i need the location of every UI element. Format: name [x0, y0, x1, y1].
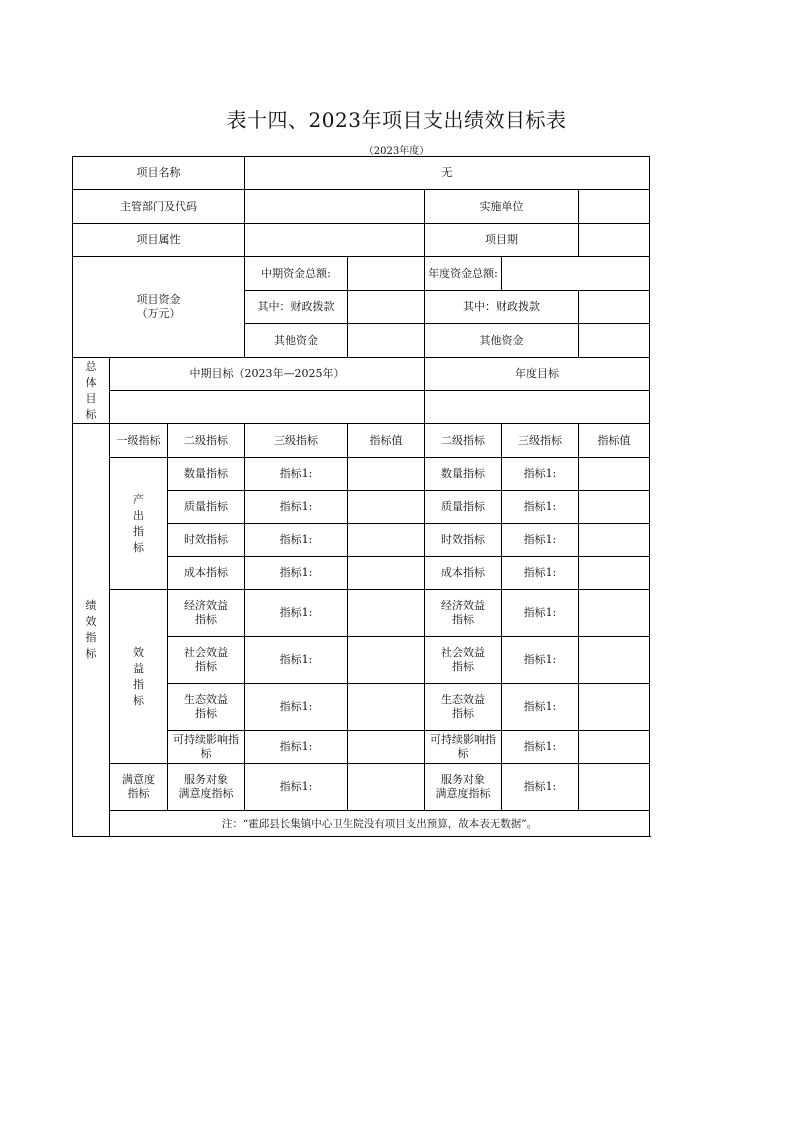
level2-mid: 社会效益 指标	[168, 637, 245, 684]
period-value	[579, 224, 650, 257]
project-name-label: 项目名称	[73, 157, 245, 190]
header-level2-annual: 二级指标	[425, 424, 502, 458]
level2-mid: 质量指标	[168, 491, 245, 524]
value-annual	[579, 524, 650, 557]
table-row	[73, 458, 650, 491]
level3-mid: 指标1:	[245, 524, 348, 557]
level3-mid: 指标1:	[245, 684, 348, 731]
level2-mid: 成本指标	[168, 557, 245, 590]
level2-annual: 可持续影响指 标	[425, 731, 502, 764]
level3-mid: 指标1:	[245, 590, 348, 637]
level3-annual: 指标1:	[502, 764, 579, 811]
annual-fiscal-label: 其中：财政拨款	[425, 291, 579, 324]
performance-table	[72, 156, 650, 837]
mid-total-label: 中期资金总额:	[245, 257, 348, 291]
annual-other-value	[579, 324, 650, 358]
level3-annual: 指标1:	[502, 590, 579, 637]
indicators-label-text: 绩 效 指 标	[85, 599, 97, 660]
mid-other-label: 其他资金	[245, 324, 348, 358]
value-annual	[579, 491, 650, 524]
impl-unit-value	[579, 190, 650, 224]
level2-annual: 质量指标	[425, 491, 502, 524]
indicators-label	[73, 424, 110, 837]
value-annual	[579, 684, 650, 731]
header-value-mid: 指标值	[348, 424, 425, 458]
level3-mid: 指标1:	[245, 637, 348, 684]
attribute-row	[73, 224, 650, 257]
header-level3-mid: 三级指标	[245, 424, 348, 458]
level3-annual: 指标1:	[502, 524, 579, 557]
department-value	[245, 190, 425, 224]
benefit-indicators-label	[110, 590, 168, 764]
table-row	[73, 590, 650, 637]
level2-mid: 时效指标	[168, 524, 245, 557]
header-level2-mid: 二级指标	[168, 424, 245, 458]
level2-annual: 时效指标	[425, 524, 502, 557]
level3-annual: 指标1:	[502, 731, 579, 764]
impl-unit-label: 实施单位	[425, 190, 579, 224]
annual-goal-content	[425, 391, 650, 424]
level2-mid: 生态效益 指标	[168, 684, 245, 731]
level3-annual: 指标1:	[502, 684, 579, 731]
benefit-indicators-text: 效 益 指 标	[133, 645, 144, 707]
level2-annual: 服务对象 满意度指标	[425, 764, 502, 811]
mid-other-value	[348, 324, 425, 358]
satisfaction-indicators-text: 满意度 指标	[122, 773, 155, 800]
value-mid	[348, 764, 425, 811]
value-mid	[348, 557, 425, 590]
annual-total-label: 年度资金总额:	[425, 257, 502, 291]
note-row	[73, 811, 650, 837]
level3-mid: 指标1:	[245, 764, 348, 811]
value-mid	[348, 458, 425, 491]
funds-label	[73, 257, 245, 358]
department-label: 主管部门及代码	[73, 190, 245, 224]
level3-annual: 指标1:	[502, 557, 579, 590]
annual-other-label: 其他资金	[425, 324, 579, 358]
table-row	[73, 764, 650, 811]
annual-goal-label: 年度目标	[425, 358, 650, 391]
level2-mid: 服务对象 满意度指标	[168, 764, 245, 811]
department-row	[73, 190, 650, 224]
level3-annual: 指标1:	[502, 491, 579, 524]
value-annual	[579, 731, 650, 764]
level3-mid: 指标1:	[245, 557, 348, 590]
mid-total-value	[348, 257, 425, 291]
value-mid	[348, 731, 425, 764]
mid-fiscal-label: 其中：财政拨款	[245, 291, 348, 324]
period-label: 项目期	[425, 224, 579, 257]
project-name-value: 无	[245, 157, 650, 190]
attribute-value	[245, 224, 425, 257]
level3-mid: 指标1:	[245, 731, 348, 764]
satisfaction-indicators-label	[110, 764, 168, 811]
page-title: 表十四、2023年项目支出绩效目标表	[226, 108, 567, 132]
level2-mid: 数量指标	[168, 458, 245, 491]
funds-total-row	[73, 257, 650, 291]
level2-annual: 生态效益 指标	[425, 684, 502, 731]
output-indicators-text: 产 出 指 标	[133, 492, 144, 554]
value-annual	[579, 637, 650, 684]
level2-mid: 可持续影响指 标	[168, 731, 245, 764]
level2-annual: 数量指标	[425, 458, 502, 491]
level3-mid: 指标1:	[245, 458, 348, 491]
mid-goal-label: 中期目标（2023年—2025年）	[110, 358, 425, 391]
note-text: 注：“霍邱县长集镇中心卫生院没有项目支出预算，故本表无数据”。	[110, 811, 650, 837]
goals-content-row	[73, 391, 650, 424]
goals-label-text: 总 体 目 标	[85, 359, 97, 421]
level3-annual: 指标1:	[502, 637, 579, 684]
value-mid	[348, 491, 425, 524]
value-mid	[348, 684, 425, 731]
header-level1: 一级指标	[110, 424, 168, 458]
value-mid	[348, 524, 425, 557]
level2-annual: 社会效益 指标	[425, 637, 502, 684]
value-annual	[579, 557, 650, 590]
project-name-row	[73, 157, 650, 190]
annual-total-value	[502, 257, 650, 291]
value-mid	[348, 637, 425, 684]
year-label: （2023年度）	[363, 146, 430, 157]
attribute-label: 项目属性	[73, 224, 245, 257]
value-mid	[348, 590, 425, 637]
value-annual	[579, 458, 650, 491]
indicators-header-row	[73, 424, 650, 458]
annual-fiscal-value	[579, 291, 650, 324]
header-value-annual: 指标值	[579, 424, 650, 458]
output-indicators-label	[110, 458, 168, 590]
goals-header-row	[73, 358, 650, 391]
header-level3-annual: 三级指标	[502, 424, 579, 458]
level2-annual: 经济效益 指标	[425, 590, 502, 637]
level3-annual: 指标1:	[502, 458, 579, 491]
mid-fiscal-value	[348, 291, 425, 324]
value-annual	[579, 590, 650, 637]
level3-mid: 指标1:	[245, 491, 348, 524]
mid-goal-content	[110, 391, 425, 424]
value-annual	[579, 764, 650, 811]
goals-label	[73, 358, 110, 424]
level2-annual: 成本指标	[425, 557, 502, 590]
funds-label-text: 项目资金 （万元）	[136, 293, 181, 320]
level2-mid: 经济效益 指标	[168, 590, 245, 637]
